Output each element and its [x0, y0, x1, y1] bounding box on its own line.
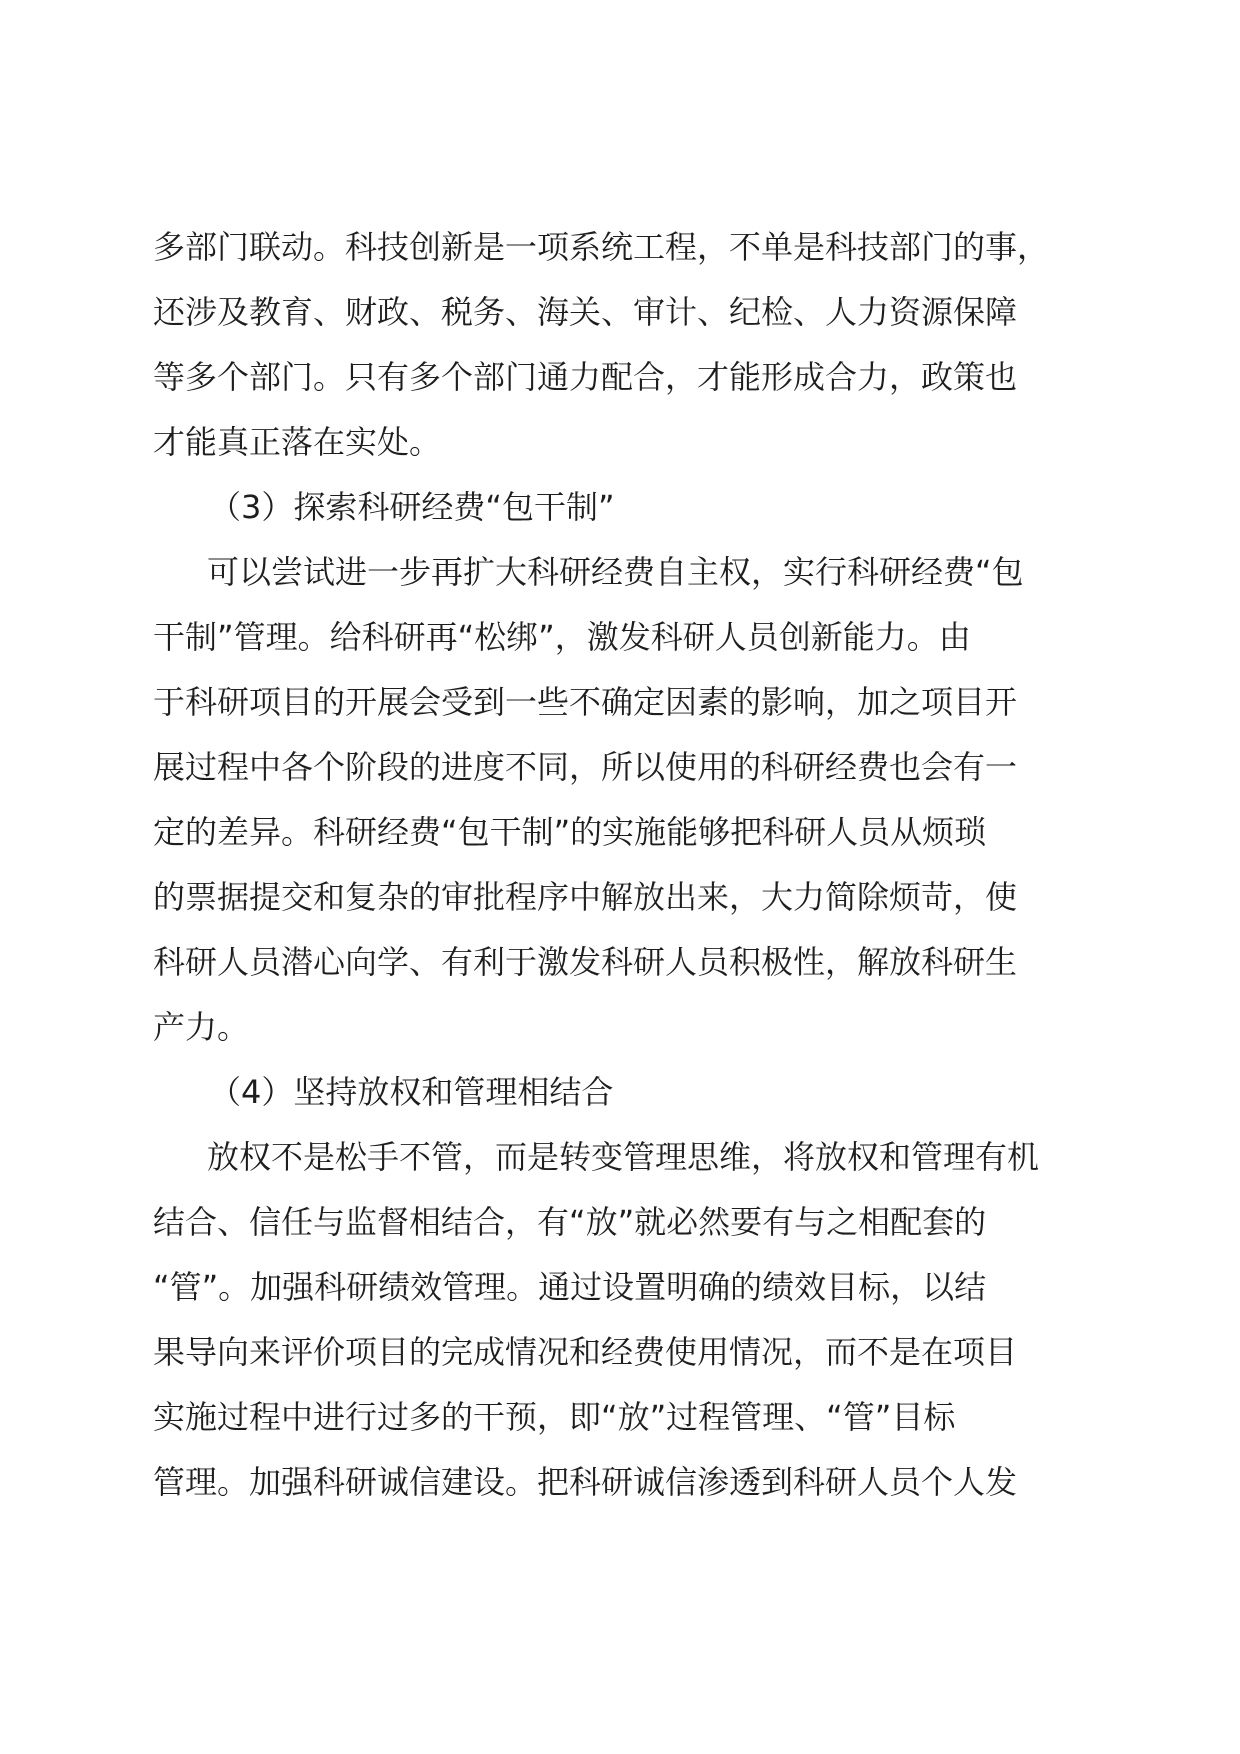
paragraph-line: 科研人员潜心向学、有利于激发科研人员积极性，解放科研生 — [153, 943, 1018, 981]
paragraph-line: 结合、信任与监督相结合，有“放”就必然要有与之相配套的 — [153, 1203, 987, 1241]
paragraph-line: 实施过程中进行过多的干预，即“放”过程管理、“管”目标 — [153, 1398, 956, 1436]
paragraph-line: 多部门联动。科技创新是一项系统工程，不单是科技部门的事， — [153, 228, 1050, 266]
section-heading-4: （4）坚持放权和管理相结合 — [209, 1073, 614, 1111]
section-heading-3: （3）探索科研经费“包干制” — [209, 488, 615, 526]
paragraph-line: 果导向来评价项目的完成情况和经费使用情况，而不是在项目 — [153, 1333, 1018, 1371]
paragraph-line: 放权不是松手不管，而是转变管理思维，将放权和管理有机 — [207, 1138, 1040, 1176]
paragraph-line: 才能真正落在实处。 — [153, 423, 442, 461]
paragraph-line: 于科研项目的开展会受到一些不确定因素的影响，加之项目开 — [153, 683, 1018, 721]
paragraph-line: 的票据提交和复杂的审批程序中解放出来，大力简除烦苛，使 — [153, 878, 1018, 916]
paragraph-line: 还涉及教育、财政、税务、海关、审计、纪检、人力资源保障 — [153, 293, 1018, 331]
paragraph-line: 干制”管理。给科研再“松绑”，激发科研人员创新能力。由 — [153, 618, 971, 656]
paragraph-line: 等多个部门。只有多个部门通力配合，才能形成合力，政策也 — [153, 358, 1018, 396]
body-text — [153, 215, 1093, 1515]
paragraph-line: 管理。加强科研诚信建设。把科研诚信渗透到科研人员个人发 — [153, 1463, 1018, 1501]
paragraph-line: 展过程中各个阶段的进度不同，所以使用的科研经费也会有一 — [153, 748, 1018, 786]
paragraph-line: 产力。 — [153, 1008, 250, 1046]
paragraph-line: 定的差异。科研经费“包干制”的实施能够把科研人员从烦琐 — [153, 813, 987, 851]
paragraph-line: 可以尝试进一步再扩大科研经费自主权，实行科研经费“包 — [207, 553, 1024, 591]
paragraph-line: “管”。加强科研绩效管理。通过设置明确的绩效目标，以结 — [153, 1268, 987, 1306]
